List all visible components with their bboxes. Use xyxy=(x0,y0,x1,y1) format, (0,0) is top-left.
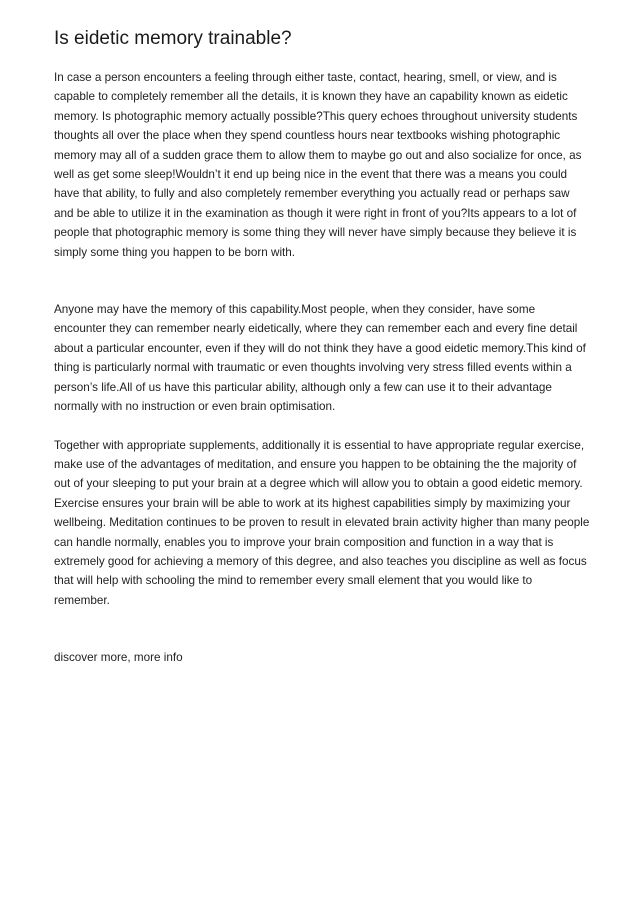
more-info-link[interactable]: more info xyxy=(133,651,183,665)
discover-more-link[interactable]: discover more xyxy=(54,651,128,665)
related-links xyxy=(54,648,590,667)
paragraph-intro: In case a person encounters a feeling through either taste, contact, hearing, smell, or view, and is capable to completely remember all the details, it is known they have an capability known as eidetic memory. Is photographic memory actually possible?This query echoes throughout university students thoughts all over the place when they spend countless hours near textbooks wishing photographic memory may all of a sudden grace them to allow them to maybe go out and also socialize for once, as well as get some sleep!Wouldn’t it end up being nice in the event that there was a means you could have that ability, to fully and also completely remember everything you actually read or perhaps saw and be able to utilize it in the examination as though it were right in front of you?Its appears to a lot of people that photographic memory is some thing they will never have simply because they believe it is simply some thing you happen to be born with. xyxy=(54,71,582,259)
page-title: Is eidetic memory trainable? xyxy=(54,28,292,49)
paragraph-supplements: Together with appropriate supplements, additionally it is essential to have appropriate regular exercise, make use of the advantages of meditation, and ensure you happen to be obtaining the the majority of out of your sleeping to put your brain at a degree which will allow you to obtain a good eidetic memory. Exercise ensures your brain will be able to work at its highest capabilities simply by maximizing your wellbeing. Meditation continues to be proven to result in elevated brain activity higher than many people can handle normally, enables you to improve your brain composition and function in a way that is extremely good for achieving a memory of this degree, and also teaches you discipline as well as focus that will help with schooling the mind to remember every small element that you would like to remember. xyxy=(54,438,590,607)
link-separator: , xyxy=(127,651,134,665)
document-page xyxy=(54,26,590,668)
paragraph-capability: Anyone may have the memory of this capability.Most people, when they consider, have some encounter they can remember nearly eidetically, where they can remember each and every fine detail about a particular encounter, even if they will do not think they have a good eidetic memory.This kind of thing is particularly normal with traumatic or even thoughts involving very stress filled events within a person’s life.All of us have this particular ability, although only a few can use it to their advantage normally with no instruction or even brain optimisation. xyxy=(54,303,586,414)
